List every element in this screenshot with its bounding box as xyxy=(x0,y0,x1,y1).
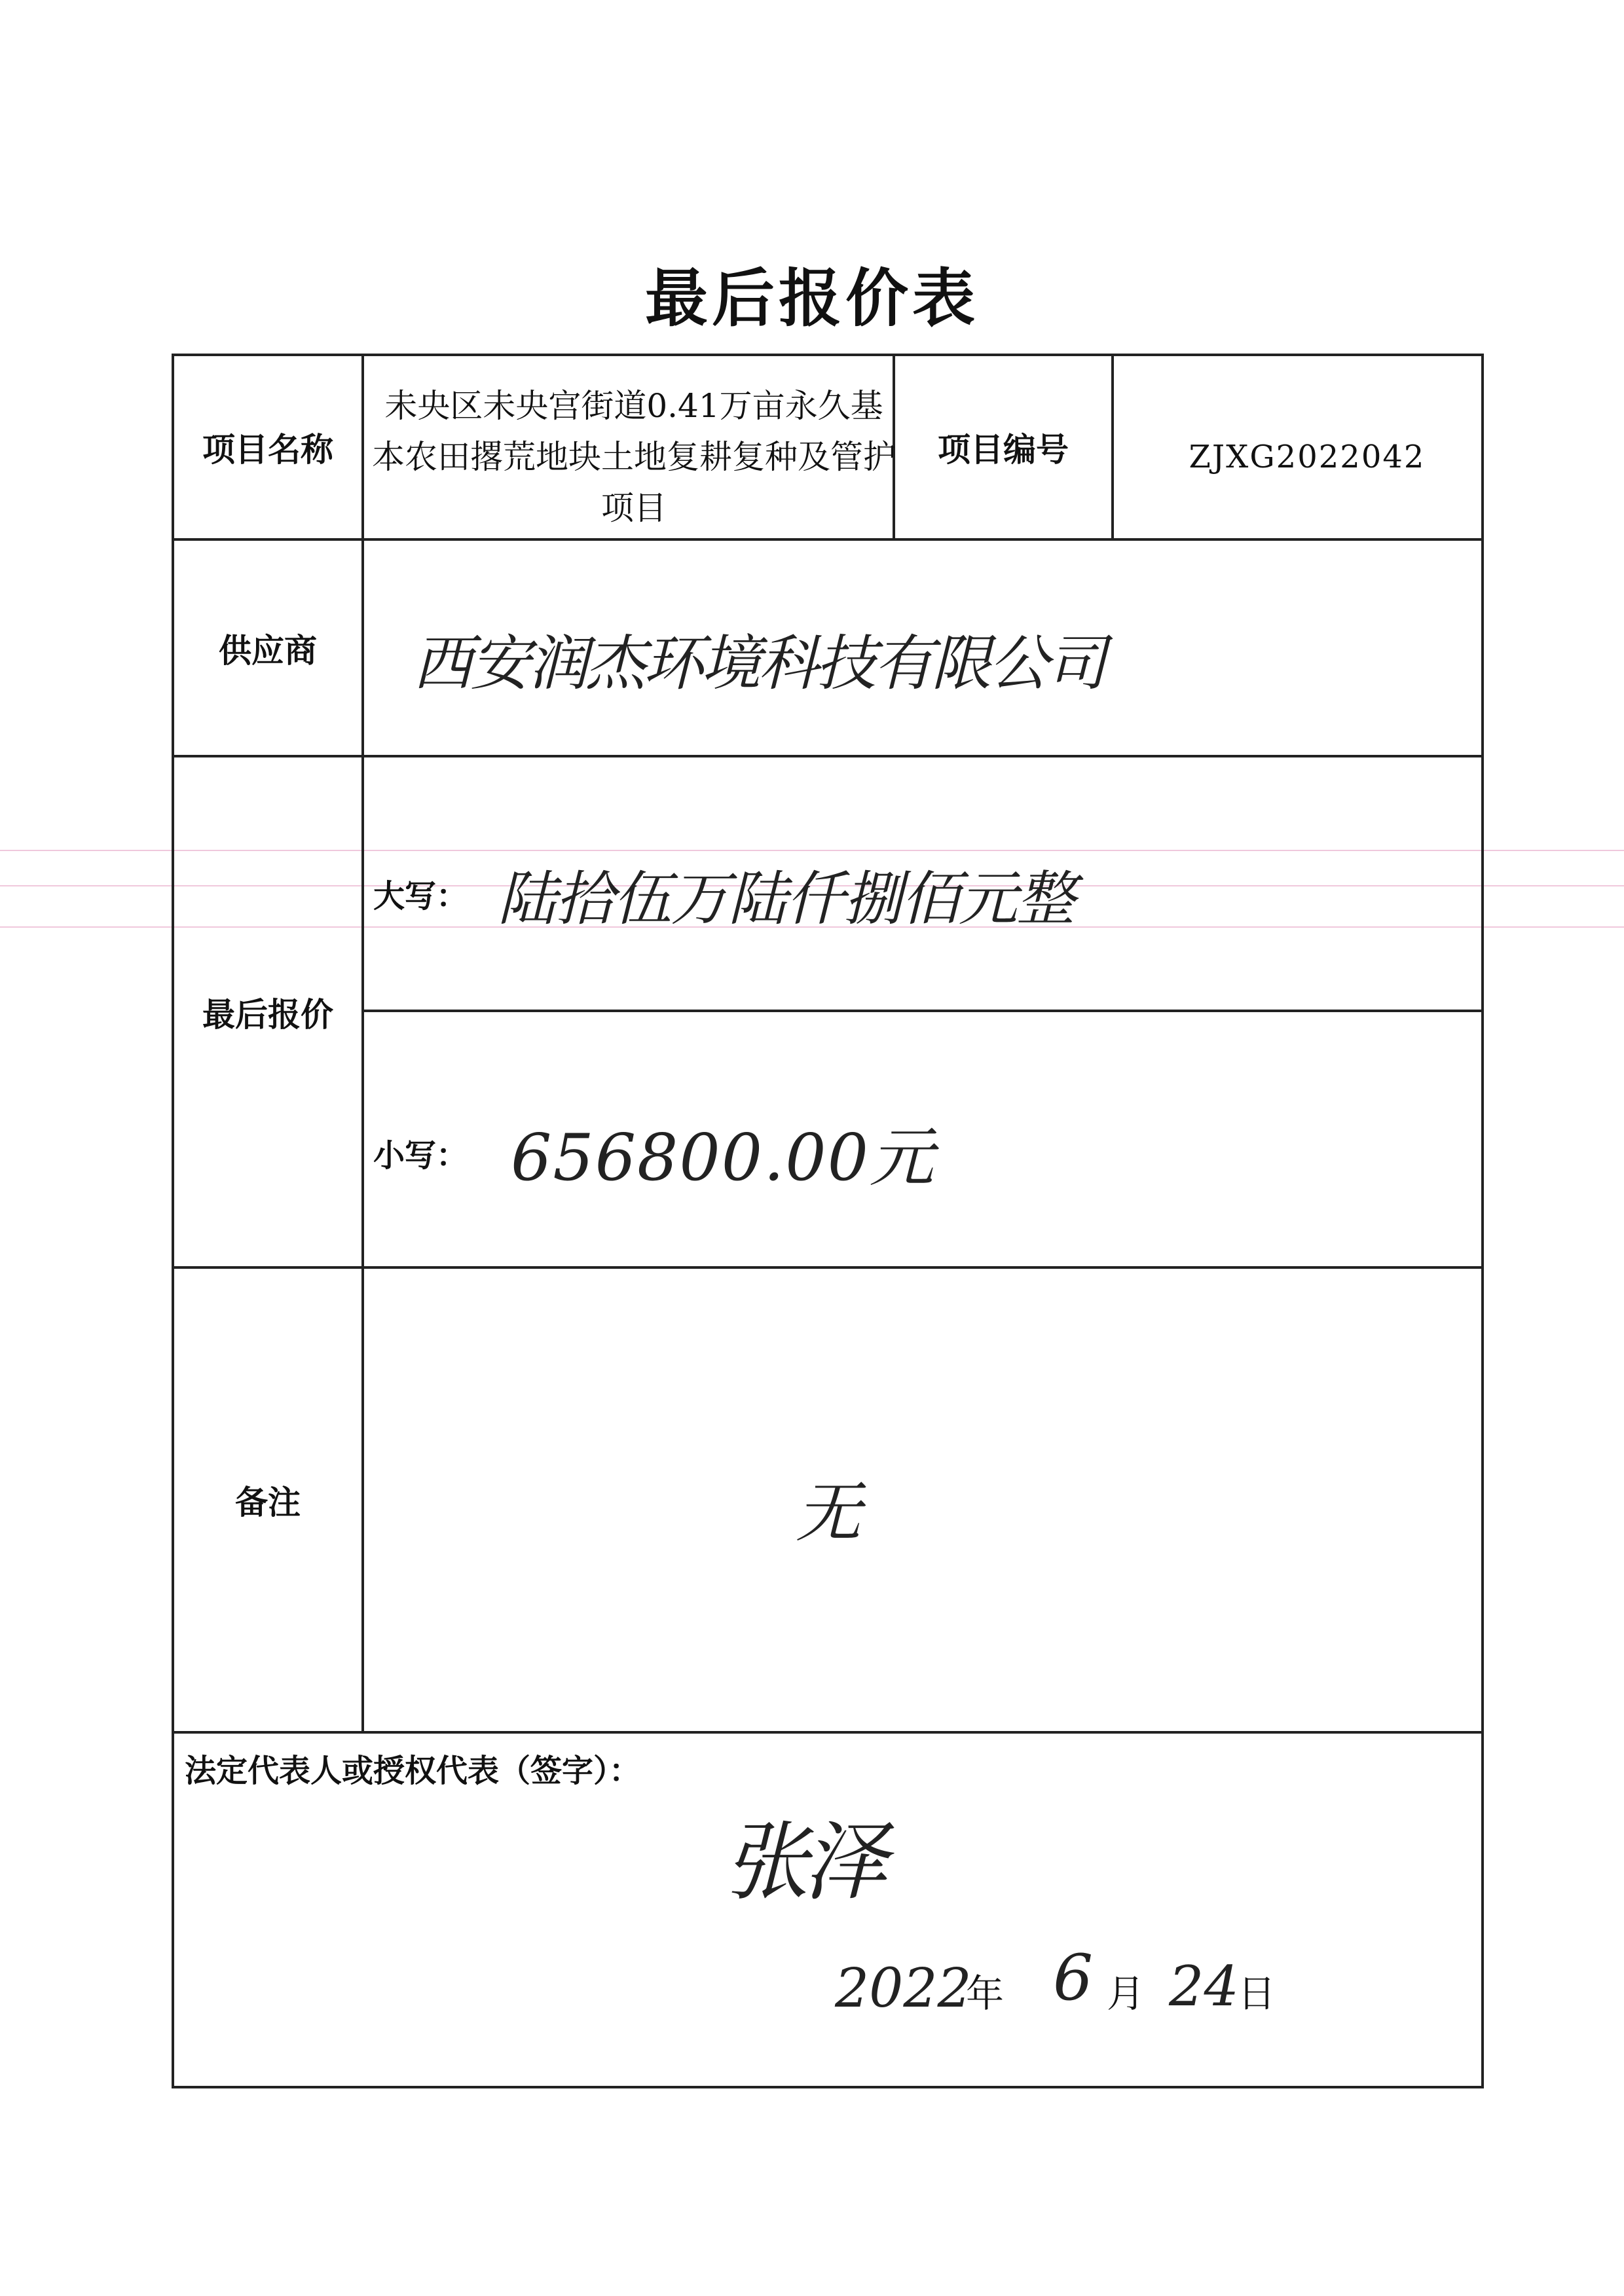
project-no-value: ZJXG2022042 xyxy=(1189,438,1426,475)
date-month: 6 xyxy=(1053,1941,1094,2014)
project-name-value: 未央区未央宫街道0.41万亩永久基本农田撂荒地块土地复耕复种及管护项目 xyxy=(372,386,896,527)
signature-value: 张泽 xyxy=(724,1812,881,1912)
signature-label: 法定代表人或授权代表（签字）： xyxy=(185,1753,641,1789)
final-price-label: 最后报价 xyxy=(202,995,333,1034)
row-divider xyxy=(364,1010,1484,1012)
supplier-value: 西安润杰环境科技有限公司 xyxy=(413,629,1105,699)
column-divider xyxy=(361,354,364,1732)
date-year-unit: 年 xyxy=(966,1971,1005,2016)
uppercase-label: 大写： xyxy=(373,878,468,915)
date-day: 24 xyxy=(1169,1954,1239,2018)
supplier-label: 供应商 xyxy=(219,631,317,670)
uppercase-value: 陆拾伍万陆仟捌佰元整 xyxy=(498,865,1074,934)
row-divider xyxy=(172,755,1484,757)
project-name-label: 项目名称 xyxy=(202,431,333,469)
date-month-unit: 月 xyxy=(1107,1971,1145,2016)
remark-label: 备注 xyxy=(235,1484,301,1522)
lowercase-value: 656800.00元 xyxy=(511,1121,935,1195)
project-no-label: 项目编号 xyxy=(938,431,1069,469)
remark-value: 无 xyxy=(796,1474,861,1551)
row-divider xyxy=(172,1266,1484,1269)
row-divider xyxy=(172,1731,1484,1734)
lowercase-label: 小写： xyxy=(373,1137,468,1174)
date-day-unit: 日 xyxy=(1238,1971,1276,2016)
page-title: 最后报价表 xyxy=(645,262,979,335)
date-year: 2022 xyxy=(835,1958,972,2020)
column-divider xyxy=(1111,354,1114,539)
